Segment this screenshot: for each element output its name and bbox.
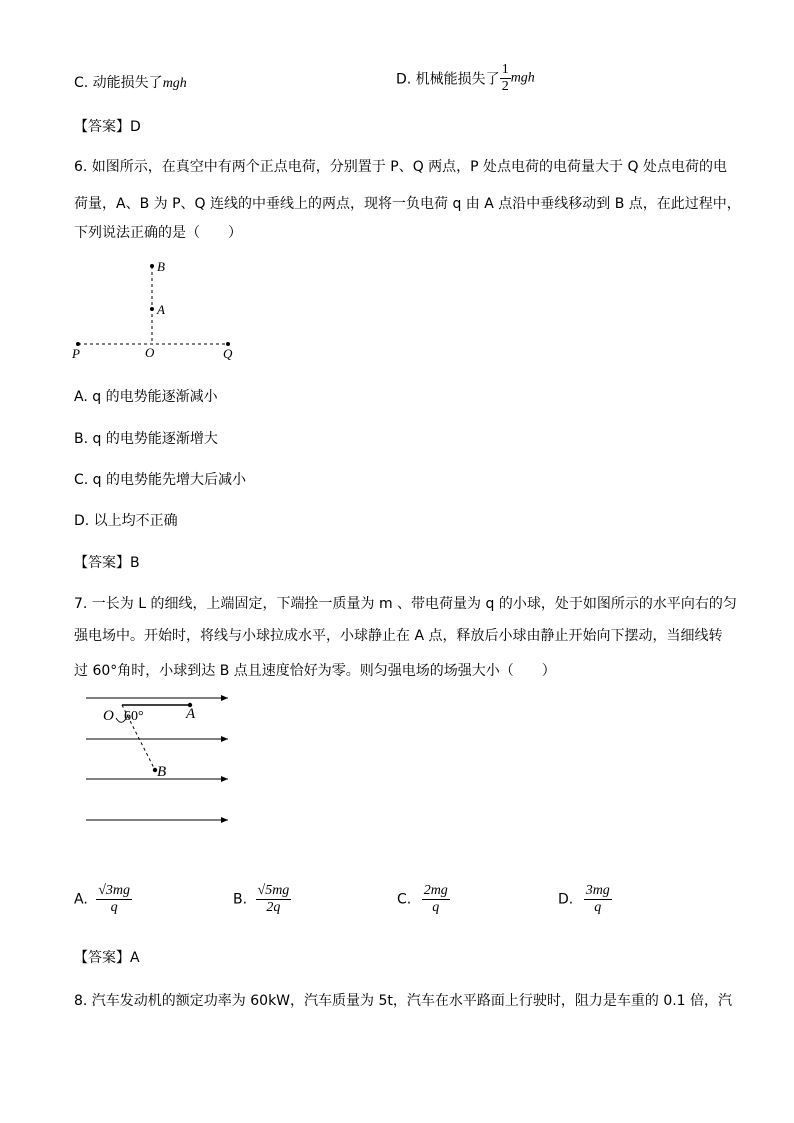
question-8-line-1: 8. 汽车发动机的额定功率为 60kW，汽车质量为 5t，汽车在水平路面上行驶时，阻力是车重的 0.1 倍，汽 [74, 993, 733, 1009]
math-expr: mgh [510, 70, 535, 86]
q7-option-b: B. $\frac{√5mg}{2q}$ [233, 883, 290, 915]
field-diagram [80, 688, 240, 828]
label-o: O [145, 345, 155, 360]
question-7-line-1: 7. 一长为 L 的细线，上端固定，下端拴一质量为 m 、带电荷量为 q 的小球，处于如图所示的水平向右的匀 [74, 596, 737, 612]
question-7-line-2: 强电场中。开始时，将线与小球拉成水平，小球静止在 A 点，释放后小球由静止开始向下摆动，当细线转 [74, 628, 723, 644]
question-6-line-2: 荷量，A、B 为 P、Q 连线的中垂线上的两点，现将一负电荷 q 由 A 点沿中垂线移动到 B 点，在此过程中， [74, 196, 741, 212]
answer-7: 【答案】A [74, 950, 140, 966]
label-a: A [186, 706, 196, 722]
q7-option-c: C. $\frac{2mg}{q}$ [397, 883, 448, 915]
q6-option-c: C. q 的电势能先增大后减小 [74, 472, 247, 488]
label-a: A [157, 302, 165, 317]
label-q: Q [223, 346, 233, 361]
fraction: $\frac{3mg}{q}$ [585, 883, 610, 915]
fraction: $\frac{1}{2}$ [501, 62, 509, 94]
label-b: B [157, 764, 167, 780]
point-a [150, 307, 154, 311]
label-o: O [103, 708, 114, 724]
fraction: $\frac{√5mg}{2q}$ [257, 883, 290, 915]
answer-6: 【答案】B [74, 555, 140, 571]
question-6-line-3: 下列说法正确的是（ ） [74, 225, 242, 241]
fraction: $\frac{2mg}{q}$ [423, 883, 448, 915]
option-c: C. 动能损失了mgh [74, 75, 187, 91]
q7-option-d: D. $\frac{3mg}{q}$ [558, 883, 610, 915]
question-7-line-3: 过 60°角时，小球到达 B 点且速度恰好为零。则匀强电场的场强大小（ ） [74, 663, 556, 679]
charge-diagram [66, 252, 246, 364]
q7-option-a: A. $\frac{√3mg}{q}$ [74, 883, 131, 915]
option-d: D. 机械能损失了 $\frac{1}{2}$ mgh [396, 62, 535, 94]
q6-option-b: B. q 的电势能逐渐增大 [74, 431, 218, 447]
answer-5: 【答案】D [74, 119, 141, 135]
q6-option-a: A. q 的电势能逐渐减小 [74, 389, 218, 405]
q6-option-d: D. 以上均不正确 [74, 513, 178, 529]
label-p: P [72, 346, 80, 361]
fraction: $\frac{√3mg}{q}$ [98, 883, 131, 915]
label-angle: 60° [124, 709, 144, 724]
question-6-line-1: 6. 如图所示，在真空中有两个正点电荷，分别置于 P、Q 两点，P 处点电荷的电荷量大于 Q 处点电荷的电 [74, 159, 727, 175]
label-b: B [157, 259, 165, 274]
math-expr: mgh [162, 76, 187, 91]
point-b [150, 264, 154, 268]
